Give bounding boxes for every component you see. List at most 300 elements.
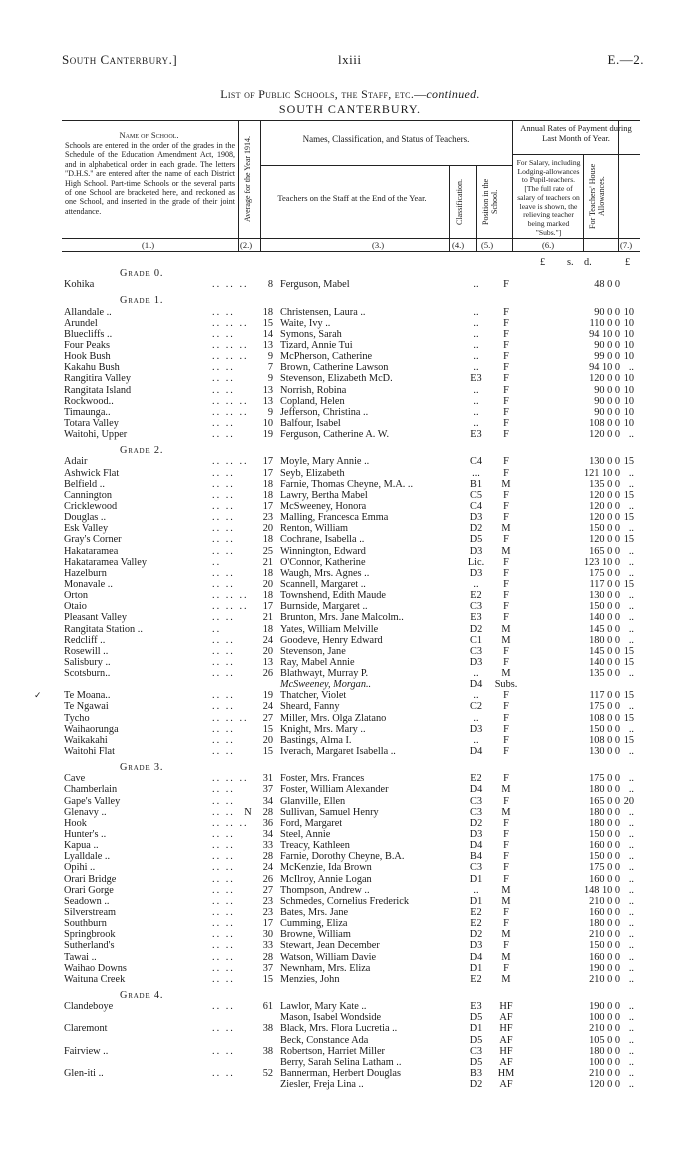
position: F	[503, 907, 509, 919]
salary: 117 0 0	[589, 690, 620, 702]
salary: 175 0 0	[589, 701, 620, 713]
leader-dots: .. ..	[212, 895, 235, 907]
salary: 180 0 0	[589, 817, 620, 829]
salary: 180 0 0	[589, 806, 620, 818]
classification: ..	[473, 339, 479, 351]
leader-dots: .. .. ..	[212, 773, 249, 785]
leader-dots: .. ..	[212, 973, 235, 985]
house-allowance: 10	[623, 351, 634, 363]
table-row	[62, 523, 640, 534]
position: F	[503, 406, 509, 418]
leader-dots: .. ..	[212, 929, 235, 941]
school-name: Springbrook	[64, 929, 116, 941]
average-attendance: 15	[262, 746, 273, 758]
classification: D4	[469, 840, 483, 852]
table-row	[62, 512, 640, 523]
teacher-name: Lawry, Bertha Mabel	[280, 489, 368, 501]
leader-dots: .. ..	[212, 1001, 235, 1013]
salary: 48 0 0	[594, 279, 620, 291]
table-row	[62, 773, 640, 784]
house-allowance: ..	[628, 873, 634, 885]
table-row	[62, 735, 640, 746]
salary: 150 0 0	[589, 723, 620, 735]
leader-dots: .. .. ..	[212, 712, 249, 724]
table-row	[62, 885, 640, 896]
teacher-name: Treacy, Kathleen	[280, 840, 350, 852]
school-name: Southburn	[64, 918, 107, 930]
table-row	[62, 974, 640, 985]
classification: ..	[473, 384, 479, 396]
average-attendance: 28	[262, 851, 273, 863]
leader-dots: .. ..	[212, 429, 235, 441]
average-attendance: 13	[262, 656, 273, 668]
school-name: Tawai ..	[64, 951, 97, 963]
leader-dots: .. ..	[212, 829, 235, 841]
teacher-name: Browne, William	[280, 929, 351, 941]
position: F	[503, 590, 509, 602]
school-name: Bluecliffs ..	[64, 328, 113, 340]
school-name: Opihi ..	[64, 862, 96, 874]
leader-dots: .. ..	[212, 467, 235, 479]
grade-label: Grade 0.	[120, 268, 164, 280]
position: F	[503, 578, 509, 590]
table-row	[62, 501, 640, 512]
teacher-name: Symons, Sarah	[280, 328, 342, 340]
table-row	[62, 279, 640, 290]
position: F	[503, 567, 509, 579]
table-row	[62, 351, 640, 362]
salary: 140 0 0	[589, 612, 620, 624]
teacher-name: Balfour, Isabel	[280, 417, 341, 429]
salary: 145 0 0	[589, 645, 620, 657]
salary: 160 0 0	[589, 907, 620, 919]
leader-dots: .. .. ..	[212, 339, 249, 351]
salary: 210 0 0	[589, 1067, 620, 1079]
leader-dots: .. ..	[212, 500, 235, 512]
table-row	[62, 590, 640, 601]
leader-dots: .. ..	[212, 478, 235, 490]
classification: D1	[469, 1023, 483, 1035]
house-allowance: ..	[628, 918, 634, 930]
page-header-left: South Canterbury.]	[62, 52, 178, 67]
leader-dots: .. ..	[212, 384, 235, 396]
teacher-name: Renton, William	[280, 523, 349, 535]
house-allowance: 10	[623, 395, 634, 407]
table-row	[62, 385, 640, 396]
teacher-name: Beck, Constance Ada	[280, 1034, 369, 1046]
house-allowance: ..	[628, 723, 634, 735]
teacher-name: Norrish, Robina	[280, 384, 347, 396]
leader-dots: .. ..	[212, 873, 235, 885]
leader-dots: .. ..	[212, 907, 235, 919]
average-attendance: 17	[262, 500, 273, 512]
average-attendance: 28	[262, 951, 273, 963]
position: F	[503, 556, 509, 568]
school-name: Waihao Downs	[64, 962, 127, 974]
house-allowance: ..	[628, 851, 634, 863]
house-allowance: 15	[623, 656, 634, 668]
salary: 123 10 0	[583, 556, 620, 568]
salary: 120 0 0	[589, 489, 620, 501]
house-allowance: 15	[623, 578, 634, 590]
position: F	[503, 279, 509, 291]
school-name: Orari Bridge	[64, 873, 117, 885]
position: AF	[499, 1012, 513, 1024]
classification: ..	[473, 362, 479, 374]
classification: B4	[469, 851, 483, 863]
col-num-5: (5.)	[481, 240, 494, 250]
school-name: Tycho	[64, 712, 90, 724]
teacher-name: Ford, Margaret	[280, 817, 343, 829]
classification: D5	[469, 534, 483, 546]
school-name: Waihaorunga	[64, 723, 119, 735]
school-name: Scotsburn..	[64, 668, 111, 680]
district-subtitle: SOUTH CANTERBURY.	[278, 102, 422, 116]
table-row	[62, 329, 640, 340]
teacher-name: Miller, Mrs. Olga Zlatano	[280, 712, 387, 724]
salary: 175 0 0	[589, 862, 620, 874]
salary: 108 0 0	[589, 712, 620, 724]
title-continued: continued.	[426, 87, 480, 101]
leader-dots: .. ..	[212, 634, 235, 646]
position: F	[503, 795, 509, 807]
salary: 210 0 0	[589, 1023, 620, 1035]
school-name: Hunter's ..	[64, 829, 107, 841]
position: F	[503, 612, 509, 624]
house-allowance: 10	[623, 306, 634, 318]
teacher-name: Bastings, Alma I.	[280, 734, 352, 746]
average-attendance: 9	[267, 406, 273, 418]
average-attendance: 27	[262, 712, 273, 724]
school-name: Rangitata Station ..	[64, 623, 143, 635]
leader-dots: .. ..	[212, 567, 235, 579]
classification: D2	[469, 929, 483, 941]
house-allowance: 15	[623, 645, 634, 657]
average-attendance: 14	[262, 328, 273, 340]
leader-dots: .. ..	[212, 806, 235, 818]
school-name: Kapua ..	[64, 840, 99, 852]
school-name: Claremont	[64, 1023, 108, 1035]
position: AF	[499, 1079, 513, 1091]
salary: 90 0 0	[594, 306, 620, 318]
average-attendance: 24	[262, 862, 273, 874]
position: F	[503, 817, 509, 829]
leader-dots: .. ..	[212, 417, 235, 429]
classification: D3	[469, 545, 483, 557]
teacher-name: Yates, William Melville	[280, 623, 379, 635]
salary: 175 0 0	[589, 773, 620, 785]
teacher-name: Blathwayt, Murray P.	[280, 668, 369, 680]
school-name: Gray's Corner	[64, 534, 122, 546]
school-name: Belfield ..	[64, 478, 105, 490]
house-allowance: 20	[623, 795, 634, 807]
salary: 190 0 0	[589, 962, 620, 974]
teacher-name: Christensen, Laura ..	[280, 306, 366, 318]
school-name: Rangitata Island	[64, 384, 132, 396]
average-attendance: 7	[267, 362, 273, 374]
average-attendance: 25	[262, 545, 273, 557]
teacher-name: Townshend, Edith Maude	[280, 590, 386, 602]
table-row	[34, 690, 640, 702]
school-name: Seadown ..	[64, 895, 110, 907]
house-allowance: 10	[623, 406, 634, 418]
table-row	[62, 429, 640, 440]
average-attendance: 30	[262, 929, 273, 941]
leader-dots: .. ..	[212, 612, 235, 624]
average-attendance: 38	[262, 1023, 273, 1035]
classification: E3	[470, 373, 482, 385]
table-row	[62, 568, 640, 579]
leader-dots: .. ..	[212, 851, 235, 863]
salary: 94 10 0	[589, 362, 620, 374]
table-row	[62, 362, 640, 373]
table-row	[62, 579, 640, 590]
house-allowance: ..	[628, 701, 634, 713]
salary: 165 0 0	[589, 795, 620, 807]
classification: ..	[473, 279, 479, 291]
table-row	[62, 796, 640, 807]
average-attendance: 19	[262, 690, 273, 702]
teacher-name: McSweeney, Morgan..	[280, 679, 372, 691]
table-row	[62, 1057, 640, 1068]
salary: 180 0 0	[589, 1045, 620, 1057]
average-attendance: 18	[262, 590, 273, 602]
table-row	[62, 851, 640, 862]
school-name: Cricklewood	[64, 500, 118, 512]
leader-dots: .. ..	[212, 795, 235, 807]
school-name: Cannington	[64, 489, 113, 501]
classification: ..	[473, 395, 479, 407]
table-row	[62, 713, 640, 724]
average-attendance: 34	[262, 795, 273, 807]
position: M	[501, 668, 511, 680]
classification: B3	[469, 1067, 483, 1079]
table-row	[62, 418, 640, 429]
teacher-name: Cumming, Eliza	[280, 918, 348, 930]
classification: E2	[470, 773, 482, 785]
table-row	[62, 612, 640, 623]
table-row	[62, 952, 640, 963]
leader-dots: .. ..	[212, 723, 235, 735]
average-attendance: 33	[262, 840, 273, 852]
position: F	[503, 489, 509, 501]
teacher-name: Schmedes, Cornelius Frederick	[280, 895, 409, 907]
house-allowance: ..	[628, 545, 634, 557]
salary: 160 0 0	[589, 840, 620, 852]
school-name: Fairview ..	[64, 1045, 109, 1057]
col-num-6: (6.)	[542, 240, 555, 250]
classification: D4	[469, 784, 483, 796]
table-row	[62, 940, 640, 951]
units-row	[62, 257, 640, 268]
teacher-name: Mason, Isabel Wondside	[280, 1012, 382, 1024]
classification: E2	[470, 907, 482, 919]
table-header	[62, 120, 640, 252]
classification: E3	[470, 612, 482, 624]
teacher-name: Stewart, Jean December	[280, 940, 380, 952]
position: F	[503, 328, 509, 340]
position: F	[503, 840, 509, 852]
school-name: Glen-iti ..	[64, 1067, 104, 1079]
school-name: Hakataramea Valley	[64, 556, 147, 568]
table-row	[62, 1068, 640, 1079]
table-row	[62, 307, 640, 318]
salary: 120 0 0	[589, 500, 620, 512]
position: F	[503, 601, 509, 613]
position: F	[503, 862, 509, 874]
school-name: Kohika	[64, 279, 95, 291]
table-row	[62, 724, 640, 735]
school-name: Ashwick Flat	[64, 467, 120, 479]
salary: 110 0 0	[589, 317, 620, 329]
table-row	[62, 490, 640, 501]
average-attendance: 37	[262, 784, 273, 796]
leader-dots: .. ..	[212, 862, 235, 874]
leader-dots: .. ..	[212, 784, 235, 796]
salary: 150 0 0	[589, 601, 620, 613]
salary: 135 0 0	[589, 478, 620, 490]
teacher-name: Watson, William Davie	[280, 951, 377, 963]
classification: ..	[473, 417, 479, 429]
leader-dots: .. ..	[212, 362, 235, 374]
position: F	[503, 362, 509, 374]
house-allowance: ..	[628, 962, 634, 974]
salary: 175 0 0	[589, 567, 620, 579]
average-attendance: 21	[262, 612, 273, 624]
house-allowance: 15	[623, 456, 634, 468]
leader-dots: .. .. ..	[212, 351, 249, 363]
position: F	[503, 339, 509, 351]
classification: D4	[469, 951, 483, 963]
leader-dots: .. ..	[212, 489, 235, 501]
house-allowance: ..	[628, 556, 634, 568]
position: F	[503, 373, 509, 385]
classification: C2	[469, 701, 483, 713]
classification: ..	[473, 668, 479, 680]
teacher-name: Ferguson, Catherine A. W.	[280, 429, 390, 441]
salary: 100 0 0	[589, 1012, 620, 1024]
average-attendance: 13	[262, 395, 273, 407]
position-column-header: Position in the School.	[481, 178, 499, 226]
classification: ..	[473, 712, 479, 724]
leader-dots: .. ..	[212, 534, 235, 546]
salary: 145 0 0	[589, 623, 620, 635]
average-attendance: 18	[262, 567, 273, 579]
average-attendance: 15	[262, 973, 273, 985]
teacher-name: Iverach, Margaret Isabella ..	[280, 746, 396, 758]
average-attendance: 34	[262, 829, 273, 841]
teacher-name: Robertson, Harriet Miller	[280, 1045, 385, 1057]
position: F	[503, 734, 509, 746]
school-name: Waituna Creek	[64, 973, 126, 985]
house-allowance: ..	[628, 623, 634, 635]
table-row	[62, 807, 640, 818]
teacher-name: Ziesler, Freja Lina ..	[280, 1079, 364, 1091]
position: M	[501, 523, 511, 535]
classification: E2	[470, 590, 482, 602]
teacher-name: Waugh, Mrs. Agnes ..	[280, 567, 370, 579]
teacher-name: McSweeney, Honora	[280, 500, 367, 512]
house-allowance: ..	[628, 862, 634, 874]
teacher-name: Burnside, Margaret ..	[280, 601, 368, 613]
leader-dots: .. ..	[212, 512, 235, 524]
table-row	[62, 340, 640, 351]
average-attendance: 20	[262, 645, 273, 657]
avg-column-header: Average for the Year 1914.	[243, 135, 252, 223]
classification: D2	[469, 623, 483, 635]
classification: D4	[469, 746, 483, 758]
house-allowance: ..	[628, 817, 634, 829]
position: M	[501, 545, 511, 557]
school-flag: N	[244, 806, 252, 818]
teacher-name: Stevenson, Jane	[280, 645, 346, 657]
teacher-name: Ferguson, Mabel	[280, 279, 350, 291]
table-row	[62, 1023, 640, 1034]
teacher-name: McPherson, Catherine	[280, 351, 373, 363]
salary: 160 0 0	[589, 951, 620, 963]
teacher-name: Goodeve, Henry Edward	[280, 634, 383, 646]
teacher-name: Copland, Helen	[280, 395, 345, 407]
leader-dots: .. ..	[212, 578, 235, 590]
teacher-name: Scannell, Margaret ..	[280, 578, 366, 590]
classification: Lic.	[467, 556, 485, 568]
teacher-name: Bates, Mrs. Jane	[280, 907, 349, 919]
position: F	[503, 395, 509, 407]
classification: ...	[472, 467, 480, 479]
school-name: Silverstream	[64, 907, 117, 919]
teacher-name: Knight, Mrs. Mary ..	[280, 723, 366, 735]
house-allowance: ..	[628, 895, 634, 907]
table-row	[62, 907, 640, 918]
position: F	[503, 851, 509, 863]
teacher-name: Menzies, John	[280, 973, 340, 985]
position: F	[503, 746, 509, 758]
position: M	[501, 929, 511, 941]
average-attendance: 20	[262, 734, 273, 746]
salary: 120 0 0	[589, 1079, 620, 1091]
house-allowance: 15	[623, 690, 634, 702]
grade-heading	[62, 990, 640, 1001]
table-row	[62, 646, 640, 657]
table-row	[62, 468, 640, 479]
grade-label: Grade 3.	[120, 762, 164, 774]
teacher-name: Brunton, Mrs. Jane Malcolm..	[280, 612, 404, 624]
average-attendance: 9	[267, 351, 273, 363]
house-allowance: ..	[628, 940, 634, 952]
average-attendance: 18	[262, 306, 273, 318]
leader-dots: .. ..	[212, 645, 235, 657]
house-allowance: ..	[628, 806, 634, 818]
table-row	[62, 1001, 640, 1012]
classification: ..	[473, 884, 479, 896]
col-num-2: (2.)	[240, 240, 253, 250]
grade-heading	[62, 295, 640, 306]
classification: D2	[469, 523, 483, 535]
position: F	[503, 306, 509, 318]
table-row	[62, 1035, 640, 1046]
school-name: Cave	[64, 773, 86, 785]
leader-dots: .. .. ..	[212, 395, 249, 407]
school-column-note: Schools are entered in the order of the grades in the Schedule of the Education Amendment Act, 1908, and in alphabetical order in each grade. The letters "D.H.S." are entered after the name of each District High School. Part-time Schools or the several parts of one School are bracketed here, and reckoned as one School, and inserted in the grade of their joint attendance.	[65, 141, 235, 216]
position: F	[503, 317, 509, 329]
average-attendance: 15	[262, 317, 273, 329]
average-attendance: 38	[262, 1045, 273, 1057]
classification: D3	[469, 656, 483, 668]
salary: 120 0 0	[589, 512, 620, 524]
table-row	[62, 840, 640, 851]
house-allowance: ..	[628, 467, 634, 479]
average-attendance: 13	[262, 384, 273, 396]
